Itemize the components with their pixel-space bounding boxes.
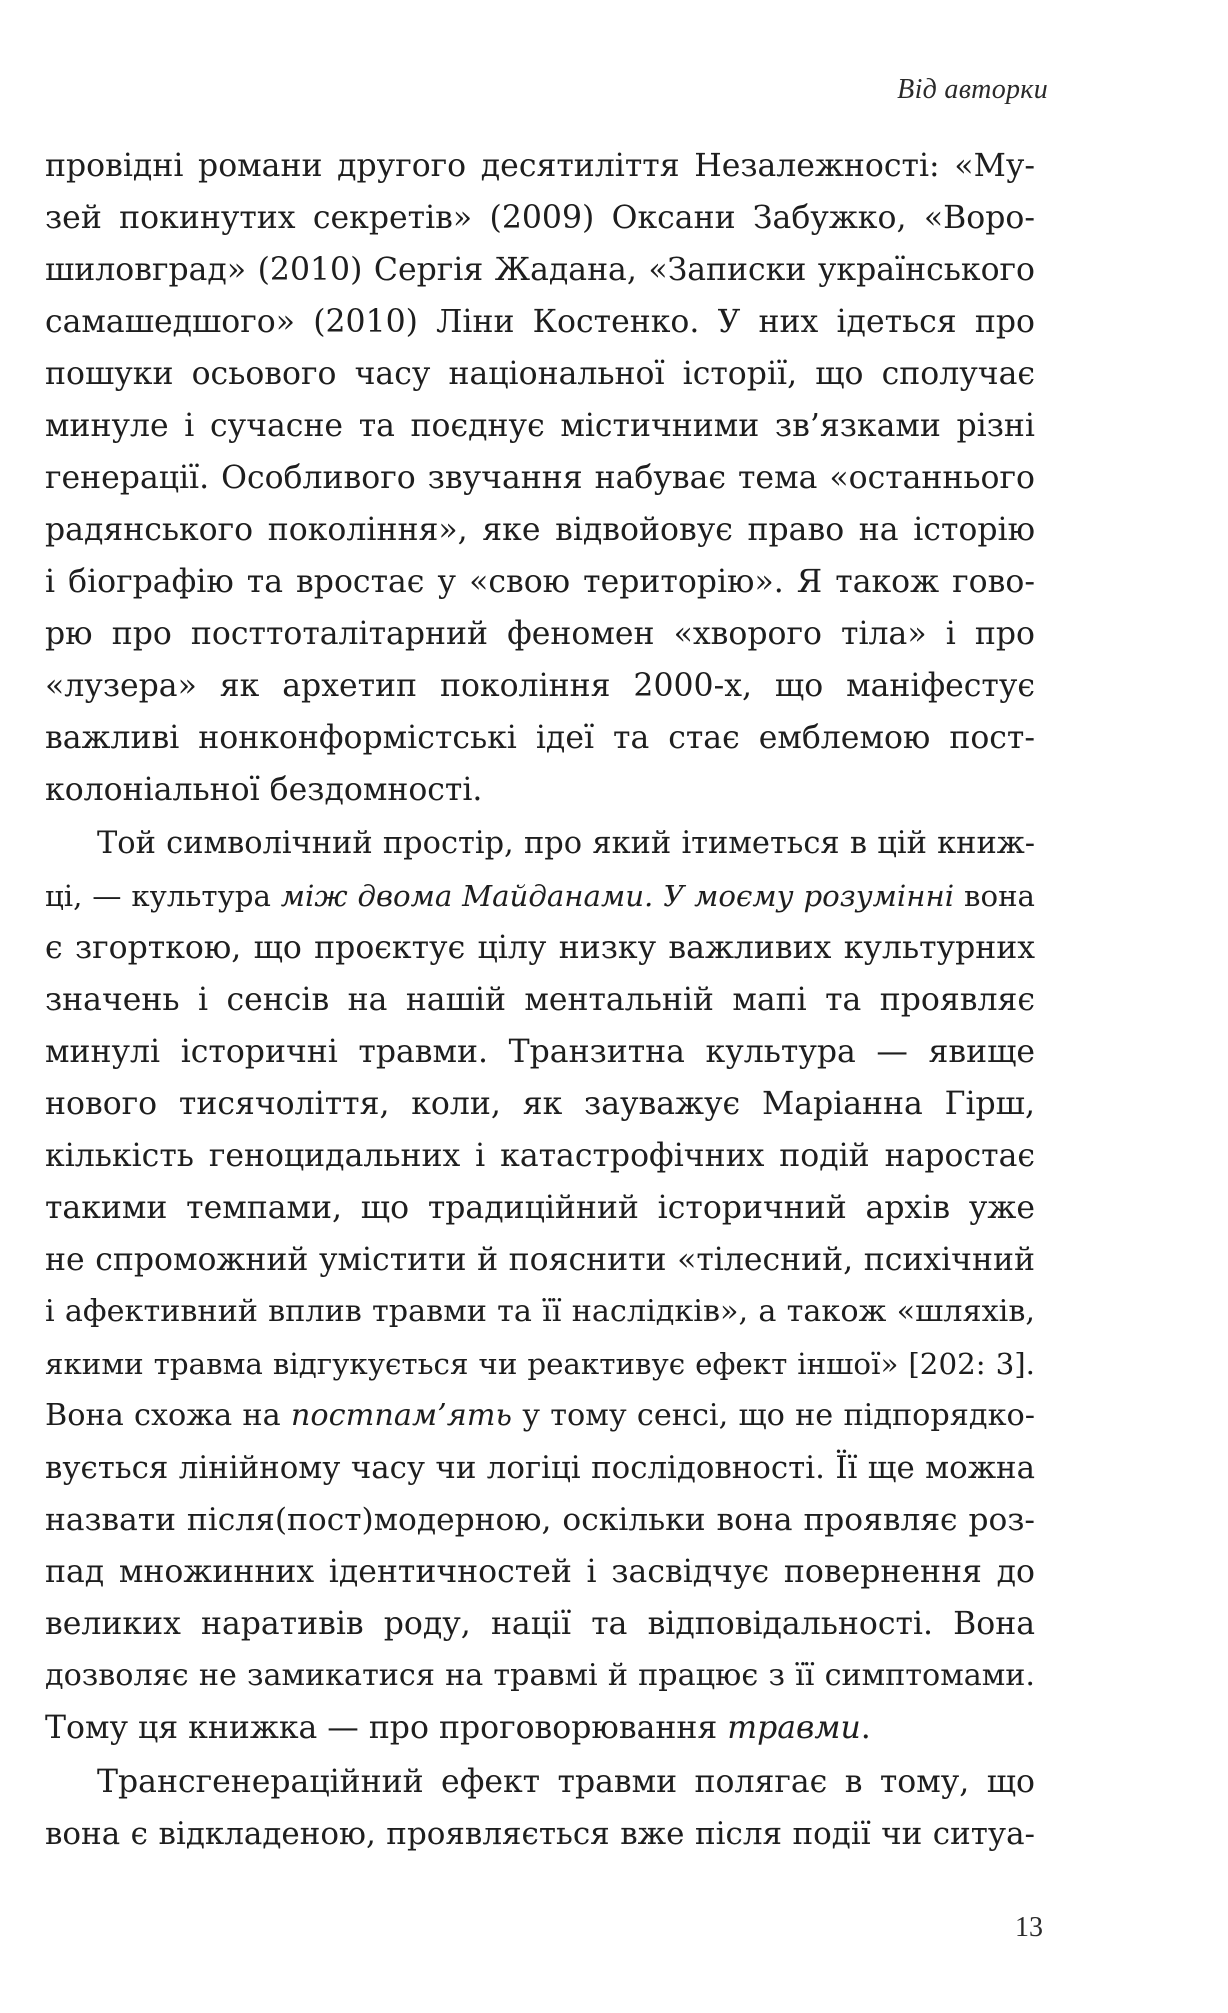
text-line: пад множинних ідентичностей і засвідчує повернення до xyxy=(45,1554,1035,1590)
text-span: вона xyxy=(954,879,1035,913)
text-line: кількість геноцидальних і катастрофічних подій наростає xyxy=(45,1138,1035,1174)
italic-span: між двома Майданами. У моєму розумінні xyxy=(280,879,955,913)
text-line: колоніальної бездомності. xyxy=(45,772,483,808)
italic-span: постпам’ять xyxy=(290,1398,512,1433)
text-span: . xyxy=(860,1710,871,1746)
text-line: не спроможний умістити й пояснити «тілесний, психічний xyxy=(45,1242,1035,1278)
text-line: минуле і сучасне та поєднує містичними зв’язками різні xyxy=(45,408,1035,444)
text-line: і біографію та вростає у «свою територію». Я також гово- xyxy=(45,564,1035,600)
body-text xyxy=(45,140,1035,1860)
text-line: пошуки осьового часу національної історії, що сполучає xyxy=(45,356,1035,392)
text-line: вона є відкладеною, проявляється вже після події чи ситуа- xyxy=(45,1816,1035,1852)
text-line: Трансгенераційний ефект травми полягає в тому, що xyxy=(97,1764,1035,1800)
italic-span: травми xyxy=(727,1710,861,1746)
running-header: Від авторки xyxy=(897,74,1048,105)
text-line xyxy=(45,1702,1035,1754)
text-line: минулі історичні травми. Транзитна культура — явище xyxy=(45,1034,1035,1070)
text-line xyxy=(45,870,1035,922)
text-line: великих наративів роду, нації та відповідальності. Вона xyxy=(45,1606,1035,1642)
text-line: назвати після(пост)модерною, оскільки вона проявляє роз- xyxy=(45,1502,1035,1538)
text-line: є згорткою, що проєктує цілу низку важливих культурних xyxy=(45,930,1035,966)
text-line: провідні романи другого десятиліття Незалежності: «Му- xyxy=(45,148,1035,184)
text-line: самашедшого» (2010) Ліни Костенко. У них ідеться про xyxy=(45,304,1035,340)
text-line: Той символічний простір, про який ітиметься в цій книж- xyxy=(97,826,1035,861)
text-line: генерації. Особливого звучання набуває тема «останнього xyxy=(45,460,1035,496)
text-line: рю про посттоталітарний феномен «хворого тіла» і про xyxy=(45,616,1035,652)
text-line: «лузера» як архетип покоління 2000-х, що маніфестує xyxy=(45,668,1035,704)
text-line: шиловград» (2010) Сергія Жадана, «Записки українського xyxy=(45,252,1035,288)
text-line: і афективний вплив травми та її наслідків», а також «шляхів, xyxy=(45,1294,1035,1329)
text-line: дозволяє не замикатися на травмі й працює з її симптомами. xyxy=(45,1658,1035,1693)
text-line: важливі нонконформістські ідеї та стає емблемою пост- xyxy=(45,720,1035,756)
text-span: у тому сенсі, що не підпорядко- xyxy=(511,1398,1035,1433)
text-line: якими травма відгукується чи реактивує ефект іншої» [202: 3]. xyxy=(45,1347,1035,1381)
text-line: нового тисячоліття, коли, як зауважує Маріанна Гірш, xyxy=(45,1086,1035,1122)
text-span: Вона схожа на xyxy=(45,1398,291,1433)
text-line: значень і сенсів на нашій ментальній мапі та проявляє xyxy=(45,982,1035,1018)
text-line xyxy=(45,1390,1035,1442)
text-line: зей покинутих секретів» (2009) Оксани Забужко, «Воро- xyxy=(45,200,1035,236)
text-line: радянського покоління», яке відвойовує право на історію xyxy=(45,512,1035,548)
text-line: такими темпами, що традиційний історичний архів уже xyxy=(45,1190,1035,1226)
text-span: ці, — культура xyxy=(45,879,281,913)
text-line: вується лінійному часу чи логіці послідовності. Її ще можна xyxy=(45,1450,1035,1486)
text-span: Тому ця книжка — про проговорювання xyxy=(45,1710,728,1746)
page-number: 13 xyxy=(1015,1912,1043,1943)
